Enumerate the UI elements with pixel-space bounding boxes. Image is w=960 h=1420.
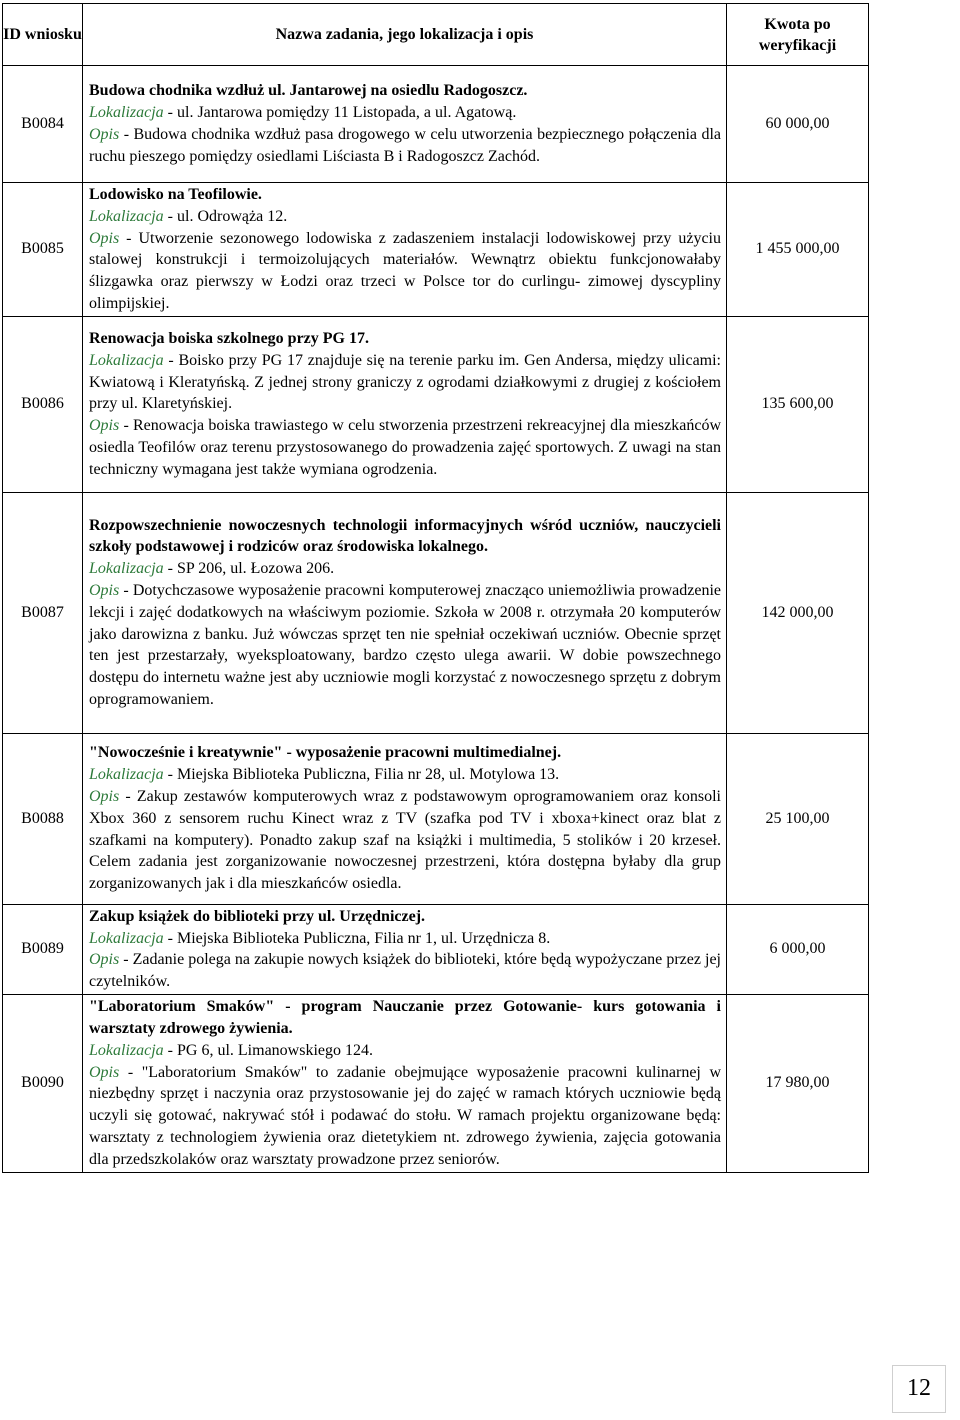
- description-label: Opis: [89, 951, 120, 969]
- description-label: Opis: [89, 126, 120, 143]
- table-row: [3, 183, 869, 317]
- row-amount: 6 000,00: [727, 904, 869, 994]
- task-title: Lodowisko na Teofilowie.: [89, 186, 262, 203]
- task-location: [89, 350, 721, 415]
- header-id: ID wniosku: [3, 4, 83, 66]
- row-description-cell: [83, 183, 727, 317]
- location-label: Lokalizacja: [89, 929, 164, 947]
- row-amount: 17 980,00: [727, 994, 869, 1172]
- row-amount: 60 000,00: [727, 66, 869, 183]
- row-amount: 1 455 000,00: [727, 183, 869, 317]
- task-location: [89, 206, 721, 228]
- task-title: Zakup książek do biblioteki przy ul. Urzędniczej.: [89, 907, 426, 925]
- task-description: [89, 1062, 721, 1171]
- location-text: - ul. Jantarowa pomiędzy 11 Listopada, a ul. Agatową.: [163, 104, 517, 122]
- row-description-cell: [83, 733, 727, 904]
- task-description: [89, 228, 721, 315]
- row-description-cell: [83, 492, 727, 733]
- location-label: Lokalizacja: [89, 766, 164, 784]
- row-description-cell: [83, 994, 727, 1172]
- location-text: - ul. Odrowąża 12.: [163, 207, 288, 225]
- table-row: [3, 316, 869, 492]
- task-title: "Laboratorium Smaków" - program Nauczanie przez Gotowanie- kurs gotowania i warsztaty zdrowego żywienia.: [89, 998, 721, 1038]
- header-row: [3, 4, 869, 66]
- task-title: Budowa chodnika wzdłuż ul. Jantarowej na osiedlu Radogoszcz.: [89, 82, 528, 100]
- description-text: - Zakup zestawów komputerowych wraz z podstawowym oprogramowaniem oraz konsoli Xbox 360 z sensorem ruchu Kinect wraz z TV (szafka pod TV i xboxa+kinect oraz blat z szafkami na komputery). Ponadto zakup szaf na książki i multimedia, 5 stolików i 20 krzeseł. Celem zadania jest zorganizowanie nowoczesnej przestrzeni, która dostępna byłaby dla grup zorganizowanych jak i dla mieszkańców osiedla.: [89, 788, 721, 893]
- table-row: [3, 492, 869, 733]
- tasks-table: [2, 3, 869, 1173]
- location-text: - PG 6, ul. Limanowskiego 124.: [163, 1041, 373, 1059]
- row-id: B0090: [3, 994, 83, 1172]
- description-label: Opis: [89, 582, 120, 600]
- table-row: [3, 904, 869, 994]
- description-text: - Zadanie polega na zakupie nowych książek do biblioteki, które będą wypożyczane przez jej czytelników.: [89, 951, 721, 991]
- location-label: Lokalizacja: [89, 207, 164, 225]
- description-text: - Renowacja boiska trawiastego w celu stworzenia przestrzeni rekreacyjnej dla mieszkańców osiedla Teofilów oraz terenu przystosowanego do prowadzenia zajęć sportowych. Z uwagi na stan techniczny wymagana jest także wymiana ogrodzenia.: [89, 417, 721, 478]
- description-label: Opis: [89, 1063, 120, 1081]
- table-row: [3, 994, 869, 1172]
- task-description: [89, 786, 721, 895]
- task-description: [89, 580, 721, 711]
- row-id: B0087: [3, 492, 83, 733]
- task-title: "Nowocześnie i kreatywnie" - wyposażenie pracowni multimedialnej.: [89, 744, 562, 762]
- task-description: [89, 415, 721, 480]
- row-id: B0089: [3, 904, 83, 994]
- description-label: Opis: [89, 788, 120, 806]
- task-title: Renowacja boiska szkolnego przy PG 17.: [89, 329, 369, 347]
- task-location: [89, 1040, 721, 1062]
- header-name: Nazwa zadania, jego lokalizacja i opis: [83, 4, 727, 66]
- header-amount: Kwota po weryfikacji: [727, 4, 869, 66]
- location-text: - Boisko przy PG 17 znajduje się na terenie parku im. Gen Andersa, między ulicami: Kwiatową i Kleratyńską. Z jednej strony graniczy z ogrodami działkowymi z drugiej z kościołem przy ul. Klaretyńskiej.: [89, 351, 721, 413]
- row-amount: 25 100,00: [727, 733, 869, 904]
- table-row: [3, 66, 869, 183]
- row-description-cell: [83, 904, 727, 994]
- description-label: Opis: [89, 417, 120, 435]
- description-text: - Utworzenie sezonowego lodowiska z zadaszeniem instalacji lodowiskowej przy użyciu stalowej konstrukcji i termoizolujących materiałów. Wewnątrz obiektu funkcjonowałaby ślizgawka oraz pierwszy w Łodzi oraz trzeci w Polsce tor do curlingu- zimowej dyscypliny olimpijskiej.: [89, 229, 721, 312]
- location-text: - SP 206, ul. Łozowa 206.: [163, 560, 335, 578]
- location-text: - Miejska Biblioteka Publiczna, Filia nr 28, ul. Motylowa 13.: [163, 766, 560, 784]
- row-id: B0086: [3, 316, 83, 492]
- task-location: [89, 764, 721, 786]
- page-number: 12: [892, 1365, 946, 1413]
- location-label: Lokalizacja: [89, 560, 164, 578]
- location-label: Lokalizacja: [89, 351, 164, 369]
- task-location: [89, 558, 721, 580]
- row-amount: 142 000,00: [727, 492, 869, 733]
- task-description: [89, 949, 721, 993]
- row-description-cell: [83, 316, 727, 492]
- row-amount: 135 600,00: [727, 316, 869, 492]
- task-title: Rozpowszechnienie nowoczesnych technologii informacyjnych wśród uczniów, nauczycieli szkoły podstawowej i rodziców oraz środowiska lokalnego.: [89, 516, 721, 556]
- task-location: [89, 928, 721, 950]
- description-label: Opis: [89, 229, 120, 247]
- table-row: [3, 733, 869, 904]
- description-text: - Dotychczasowe wyposażenie pracowni komputerowej znacząco uniemożliwia prowadzenie lekcji i zajęć dodatkowych na właściwym poziomie. Szkoła w 2008 r. otrzymała 20 komputerów jako darowizna z banku. Już wówczas sprzęt ten nie spełniał oczekiwań uczniów. Obecnie sprzęt ten jest przestarzały, wyeksploatowany, bardzo często ulega awarii. W dobie powszechnego dostępu do internetu ważne jest aby uczniowie mogli korzystać z nowoczesnego sprzętu z dobrym oprogramowaniem.: [89, 582, 721, 709]
- row-description-cell: [83, 66, 727, 183]
- row-id: B0085: [3, 183, 83, 317]
- description-text: - "Laboratorium Smaków" to zadanie obejmujące wyposażenie pracowni kulinarnej w niezbędny sprzęt i naczynia oraz przystosowanie jej do zajęć w ramach których uczniowie będą uczyli się gotować, nakrywać stół i podawać do stołu. W ramach projektu organizowane będą: warsztaty z technologiem żywienia oraz dietetykiem nt. zdrowego żywienia, zajęcia gotowania dla przedszkolaków oraz warsztaty prowadzone przez seniorów.: [89, 1063, 721, 1168]
- location-label: Lokalizacja: [89, 104, 164, 122]
- task-location: [89, 102, 721, 124]
- task-description: [89, 124, 721, 168]
- location-label: Lokalizacja: [89, 1041, 164, 1059]
- description-text: - Budowa chodnika wzdłuż pasa drogowego w celu utworzenia bezpiecznego połączenia dla ruchu pieszego pomiędzy osiedlami Liściasta B i Radogoszcz Zachód.: [89, 126, 721, 165]
- row-id: B0088: [3, 733, 83, 904]
- row-id: B0084: [3, 66, 83, 183]
- location-text: - Miejska Biblioteka Publiczna, Filia nr 1, ul. Urzędnicza 8.: [163, 929, 551, 947]
